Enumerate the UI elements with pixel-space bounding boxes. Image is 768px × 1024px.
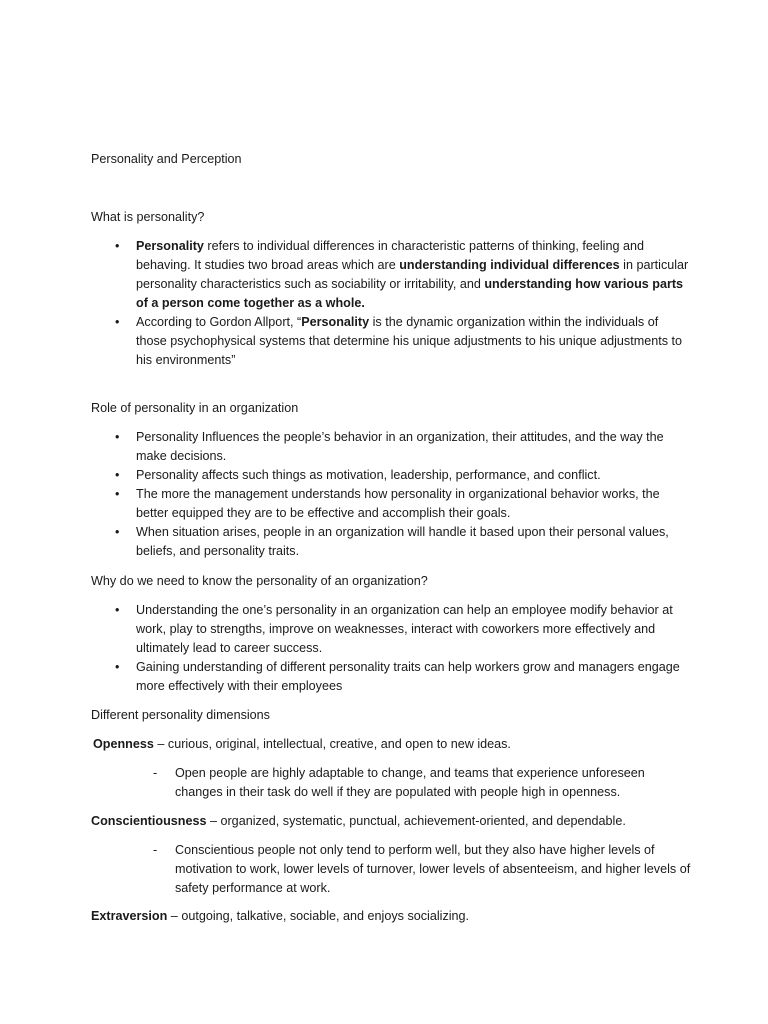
list-item-text: According to Gordon Allport, “Personality is the dynamic organization within the individuals of those psychophysical systems that determine his unique adjustments to his unique adjustments to his environments”	[136, 315, 683, 367]
bullet-icon: •	[115, 315, 120, 329]
list-item-text: Personality Influences the people’s behavior in an organization, their attitudes, and the way the make decisions.	[136, 430, 664, 463]
list-item-text: When situation arises, people in an organization will handle it based upon their personal values, beliefs, and personality traits.	[136, 525, 669, 558]
dimension-detail	[91, 841, 691, 901]
dimension-openness: Openness – curious, original, intellectual, creative, and open to new ideas.	[93, 737, 511, 751]
dimension-detail-text: Conscientious people not only tend to perform well, but they also have higher levels of motivation to work, lower levels of turnover, lower levels of absenteeism, and higher levels of safety performance at work.	[175, 843, 691, 895]
list-item	[91, 601, 691, 661]
list-item-text: Personality refers to individual differences in characteristic patterns of thinking, feeling and behaving. It studies two broad areas which are understanding individual differences in particular personality characteristics such as sociability or irritability, and understanding how various parts of a person come together as a whole.	[136, 239, 689, 310]
list-item-text: Understanding the one’s personality in an organization can help an employee modify behavior at work, play to strengths, improve on weaknesses, interact with coworkers more effectively and ultimately lead to career success.	[136, 603, 673, 655]
list-item	[91, 237, 691, 317]
heading-role-of-personality: Role of personality in an organization	[91, 401, 299, 415]
bullet-icon: •	[115, 430, 120, 444]
dimension-extraversion: Extraversion – outgoing, talkative, sociable, and enjoys socializing.	[91, 909, 470, 923]
list-item	[91, 466, 691, 486]
bullet-icon: •	[115, 468, 120, 482]
dimension-detail-text: Open people are highly adaptable to change, and teams that experience unforeseen changes in their task do well if they are populated with people high in openness.	[175, 766, 645, 799]
bullet-icon: •	[115, 239, 120, 253]
bullet-icon: •	[115, 525, 120, 539]
list-item-text: Personality affects such things as motivation, leadership, performance, and conflict.	[136, 468, 601, 482]
dimension-conscientiousness: Conscientiousness – organized, systematic, punctual, achievement-oriented, and dependable.	[91, 814, 626, 828]
bullet-icon: •	[115, 487, 120, 501]
document-title: Personality and Perception	[91, 152, 242, 166]
list-item	[91, 523, 691, 563]
bullet-icon: •	[115, 603, 120, 617]
dimension-detail	[91, 764, 691, 804]
bullet-icon: •	[115, 660, 120, 674]
heading-why-know-personality: Why do we need to know the personality of an organization?	[91, 574, 428, 588]
heading-what-is-personality: What is personality?	[91, 210, 205, 224]
list-item	[91, 313, 691, 373]
dash-marker: -	[153, 766, 158, 780]
heading-personality-dimensions: Different personality dimensions	[91, 708, 270, 722]
list-item	[91, 428, 691, 468]
dash-marker: -	[153, 843, 158, 857]
list-item-text: Gaining understanding of different personality traits can help workers grow and managers engage more effectively with their employees	[136, 660, 680, 693]
list-item	[91, 658, 691, 698]
list-item	[91, 485, 691, 525]
list-item-text: The more the management understands how personality in organizational behavior works, the better equipped they are to be effective and accomplish their goals.	[136, 487, 660, 520]
